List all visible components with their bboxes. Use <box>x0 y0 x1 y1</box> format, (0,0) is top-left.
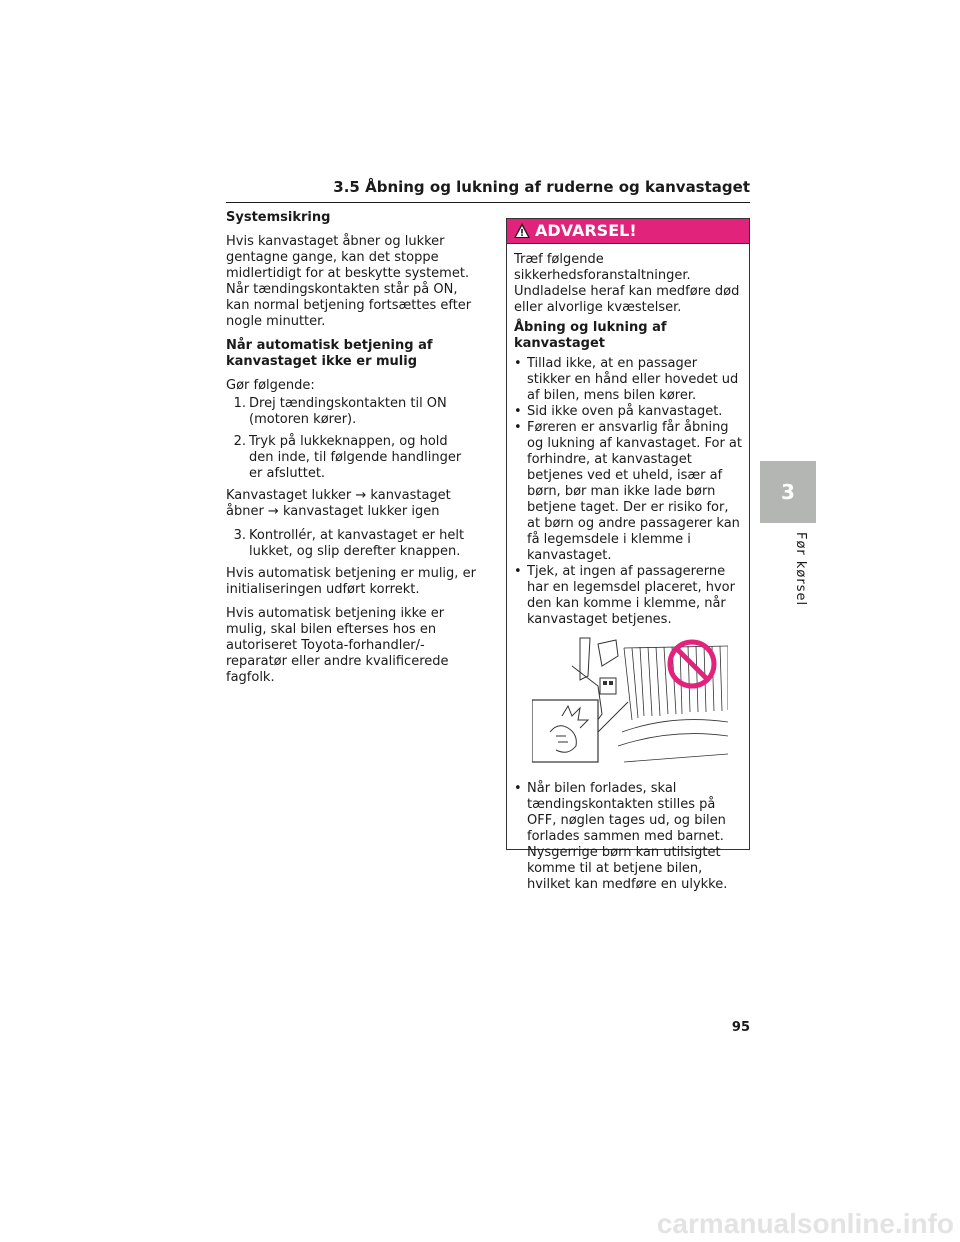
list-item-text: Tjek, at ingen af passagererne har en legemsdel placeret, hvor den kan komme i klemme, når kanvastaget betjenes. <box>527 564 735 627</box>
step-text: Tryk på lukkeknappen, og hold den inde, til følgende handlinger er afsluttet. <box>249 434 462 481</box>
step-3-note-2: Hvis automatisk betjening ikke er mulig, skal bilen efterses hos en autoriseret Toyota-forhandler/-reparatør eller andre kvalificerede fagfolk. <box>226 606 449 685</box>
section-header: 3.5 Åbning og lukning af ruderne og kanvastaget <box>226 178 750 203</box>
chapter-label: Før kørsel <box>793 532 808 607</box>
list-item <box>514 564 742 628</box>
step-1 <box>226 396 476 428</box>
list-item-text: Når bilen forlades, skal tændingskontakten stilles på OFF, nøglen tages ud, og bilen forlades sammen med barnet. Nysgerrige børn kan utilsigtet komme til at betjene bilen, hvilket kan medføre en ulykke. <box>527 781 728 892</box>
page-number: 95 <box>731 1020 750 1035</box>
list-item <box>514 420 742 564</box>
list-item-text: Sid ikke oven på kanvastaget. <box>527 404 723 419</box>
bullet-mark: • <box>514 356 522 371</box>
list-item <box>514 356 742 404</box>
paragraph-systemsikring: Hvis kanvastaget åbner og lukker gentagne gange, kan det stoppe midlertidigt for at beskytte systemet. Når tændingskontakten står på ON, kan normal betjening fortsættes efter nogle minutter. <box>226 234 472 329</box>
intro-text: Gør følgende: <box>226 378 315 393</box>
warning-box <box>506 218 750 892</box>
step-3-note-1: Hvis automatisk betjening er mulig, er initialiseringen udført korrekt. <box>226 566 476 597</box>
bullet-mark: • <box>514 404 522 419</box>
step-2 <box>226 434 476 482</box>
watermark-text: carmanualsonline.info <box>656 1208 954 1239</box>
left-column <box>226 210 476 694</box>
step-3 <box>226 528 476 560</box>
step-number: 1. <box>233 396 246 411</box>
bullet-mark: • <box>514 781 522 796</box>
step-2-note: Kanvastaget lukker → kanvastaget åbner → kanvastaget lukker igen <box>226 488 451 519</box>
bullet-mark: • <box>514 420 522 435</box>
list-item <box>514 404 742 420</box>
warning-title-bar <box>507 219 749 244</box>
step-number: 2. <box>233 434 246 449</box>
heading-automatic: Når automatisk betjening af kanvastaget ikke er mulig <box>226 338 433 369</box>
step-text: Kontrollér, at kanvastaget er helt lukket, og slip derefter knappen. <box>249 528 465 559</box>
list-item-text: Tillad ikke, at en passager stikker en hånd eller hovedet ud af bilen, mens bilen kører. <box>527 356 739 403</box>
list-item <box>514 781 742 893</box>
warning-triangle-icon <box>513 222 531 240</box>
chapter-number: 3 <box>781 480 795 504</box>
warning-intro: Træf følgende sikkerhedsforanstaltninger. Undladelse heraf kan medføre død eller alvorlige kvæstelser. <box>514 252 740 315</box>
step-text: Drej tændingskontakten til ON (motoren kører). <box>249 396 447 427</box>
warning-subheading: Åbning og lukning af kanvastaget <box>514 320 667 351</box>
warning-body <box>507 244 749 893</box>
list-item-text: Føreren er ansvarlig får åbning og lukning af kanvastaget. For at forhindre, at kanvastaget betjenes ved et uheld, især af børn, bør man ikke lade børn betjene taget. Der er risiko for, at børn og andre passagerer kan få legemsdele i klemme i kanvastaget. <box>527 420 742 563</box>
chapter-tab <box>760 461 816 523</box>
heading-systemsikring: Systemsikring <box>226 210 331 225</box>
canvas-roof-hand-warning-illustration <box>532 636 728 766</box>
bullet-mark: • <box>514 564 522 579</box>
warning-title: ADVARSEL! <box>535 221 637 240</box>
step-number: 3. <box>233 528 246 543</box>
